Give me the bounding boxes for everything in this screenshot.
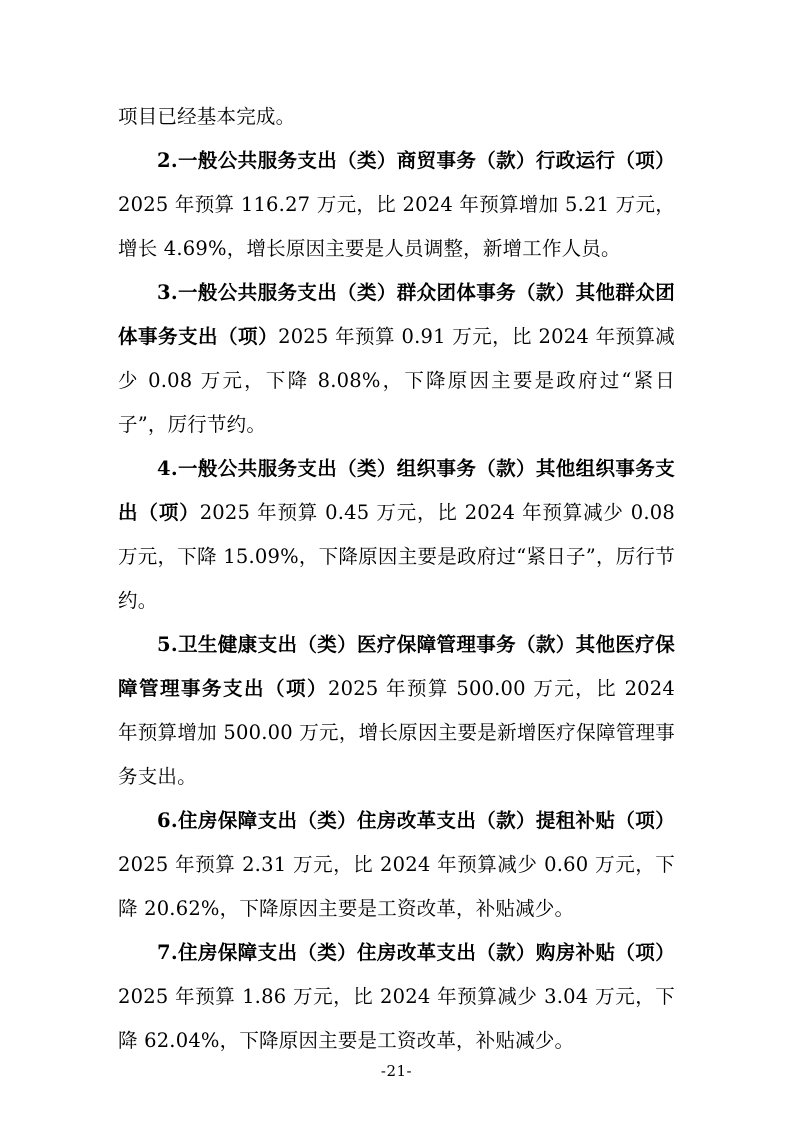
paragraph-lead: 4.一般公共服务支出（类）组织事务（款）其他组织事务支出（项） — [118, 457, 675, 524]
paragraph-lead: 7.住房保障支出（类）住房改革支出（款）购房补贴（项） — [157, 941, 675, 964]
paragraph-text: 2025 年预算 0.91 万元，比 2024 年预算减少 0.08 万元，下降 8.08%，下降原因主要是政府过“紧日子”，厉行节约。 — [118, 325, 676, 436]
paragraph-lead: 5.卫生健康支出（类）医疗保障管理事务（款）其他医疗保障管理事务支出（项） — [118, 633, 675, 700]
paragraph-0 — [118, 95, 675, 139]
paragraph-3 — [118, 447, 675, 623]
paragraph-text: 2025 年预算 116.27 万元，比 2024 年预算增加 5.21 万元，增长 4.69%，增长原因主要是人员调整，新增工作人员。 — [118, 193, 675, 260]
paragraph-text: 2025 年预算 500.00 万元，比 2024 年预算增加 500.00 万元，增长原因主要是新增医疗保障管理事务支出。 — [118, 677, 675, 788]
document-body — [118, 95, 675, 1063]
paragraph-5 — [118, 799, 675, 931]
paragraph-2 — [118, 271, 675, 447]
paragraph-lead: 2.一般公共服务支出（类）商贸事务（款）行政运行（项） — [157, 149, 675, 172]
paragraph-4 — [118, 623, 675, 799]
paragraph-6 — [118, 931, 675, 1063]
paragraph-text: 项目已经基本完成。 — [118, 105, 296, 128]
paragraph-text: 2025 年预算 1.86 万元，比 2024 年预算减少 3.04 万元，下降 62.04%，下降原因主要是工资改革，补贴减少。 — [118, 985, 675, 1052]
paragraph-text: 2025 年预算 2.31 万元，比 2024 年预算减少 0.60 万元，下降 20.62%，下降原因主要是工资改革，补贴减少。 — [118, 853, 675, 920]
paragraph-1 — [118, 139, 675, 271]
paragraph-lead: 3.一般公共服务支出（类）群众团体事务（款）其他群众团体事务支出（项） — [118, 281, 675, 348]
paragraph-text: 2025 年预算 0.45 万元，比 2024 年预算减少 0.08 万元，下降 15.09%，下降原因主要是政府过“紧日子”，厉行节约。 — [118, 501, 675, 612]
paragraph-lead: 6.住房保障支出（类）住房改革支出（款）提租补贴（项） — [157, 809, 675, 832]
page-number: -21- — [380, 1062, 413, 1080]
